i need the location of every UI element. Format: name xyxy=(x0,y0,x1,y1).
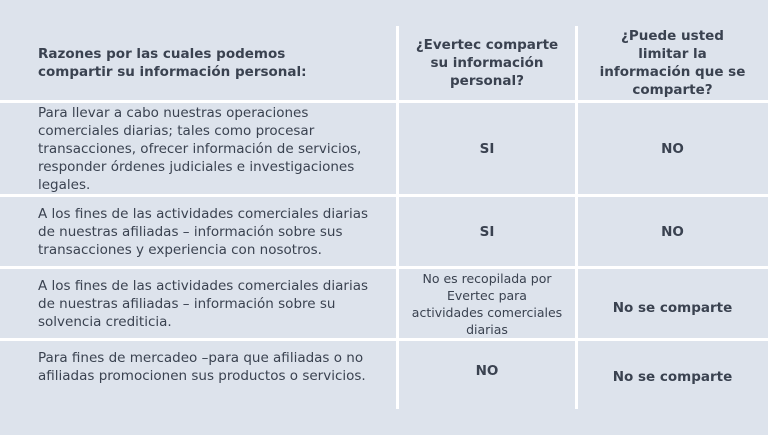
row-reason: A los fines de las actividades comerciales diarias de nuestras afiliadas – información sobre su solvencia crediticia. xyxy=(38,277,369,330)
row-reason: Para llevar a cabo nuestras operaciones comerciales diarias; tales como procesar transacciones, ofrecer información de servicios, responder órdenes judiciales e investigaciones legales. xyxy=(38,104,362,193)
row-limit-value: No se comparte xyxy=(612,299,733,316)
header-reasons: Razones por las cuales podemos compartir su información personal: xyxy=(38,46,307,80)
table-row xyxy=(0,197,768,266)
row-limit-value: No se comparte xyxy=(612,369,733,385)
column-divider xyxy=(575,26,578,409)
header-evertec-shares: ¿Evertec comparte su información personal? xyxy=(415,37,559,89)
header-can-limit: ¿Puede usted limitar la información que se comparte? xyxy=(599,28,746,98)
row-shares-value: No es recopilada por Evertec para actividades comerciales diarias xyxy=(411,270,563,337)
row-reason: A los fines de las actividades comerciales diarias de nuestras afiliadas – información sobre sus transacciones y experiencia con nosotros. xyxy=(38,205,369,258)
row-reason: Para fines de mercadeo –para que afiliadas o no afiliadas promocionen sus productos o servicios. xyxy=(38,350,366,384)
row-limit-value: NO xyxy=(661,223,684,240)
row-shares-value: SI xyxy=(479,140,495,157)
table-row xyxy=(0,341,768,409)
row-shares-value: SI xyxy=(479,223,495,240)
row-limit-value: NO xyxy=(661,140,684,157)
table-row xyxy=(0,269,768,338)
row-shares-value: NO xyxy=(475,363,499,379)
header-row xyxy=(0,26,768,100)
column-divider xyxy=(396,26,399,409)
table-row xyxy=(0,103,768,194)
